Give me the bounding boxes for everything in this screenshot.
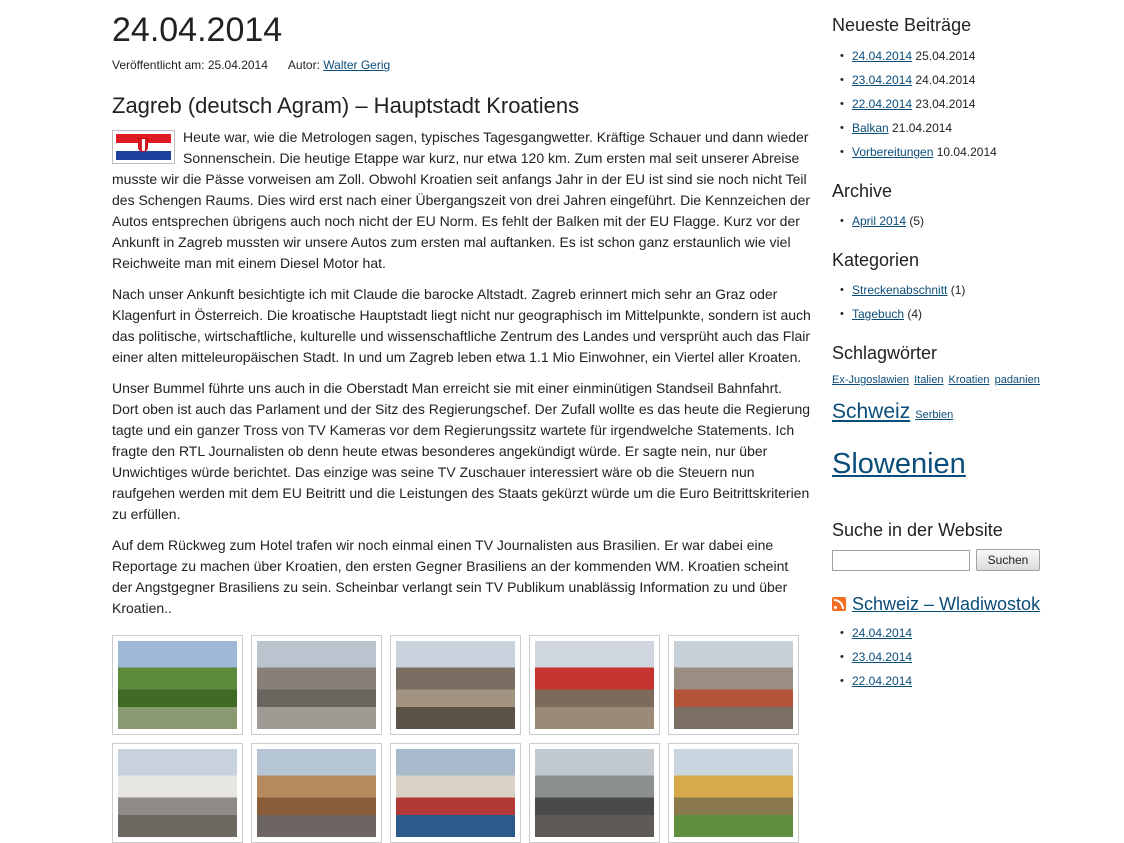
theatre-photo <box>674 749 793 837</box>
recent-posts-widget <box>832 14 1102 164</box>
rss-item <box>832 621 1102 645</box>
tag-slowenien[interactable]: Slowenien <box>832 448 966 480</box>
paragraph-3: Unser Bummel führte uns auch in die Oberstadt Man erreicht sie mit einer einminütigen Standseil Bahnfahrt. Dort oben ist auch das Parlament und der Sitz des Regierungschef. Der Zufall wollte es das heute die Regierung tagte und ein ganzer Tross von TV Kameras vor dem Regierungssitz wartete für irgendwelche Statements. Ich fragte den RTL Journalisten ob denn heute etwas besonderes angekündigt würde. Er sagte nein, nur über Unwichtiges würde berichtet. Das einzige was seine TV Zuschauer interessiert wäre ob die Steuern nun raufgehen werden mit dem EU Beitritt und die Leistungen des Staats gekürzt würde um die Euro Beitrittskriterien zu erfüllen. <box>112 380 811 522</box>
tags-widget <box>832 342 1102 487</box>
rss-icon[interactable] <box>832 597 846 611</box>
gallery-thumbnail[interactable] <box>112 635 243 735</box>
archive-count: (5) <box>909 214 925 228</box>
croatia-flag-image <box>112 130 175 164</box>
recent-post-item <box>832 116 1102 140</box>
rss-widget <box>832 593 1102 693</box>
recent-post-item <box>832 140 1102 164</box>
gallery-thumbnail[interactable] <box>251 635 382 735</box>
post-title: Zagreb (deutsch Agram) – Hauptstadt Kroatiens <box>112 93 580 118</box>
search-title: Suche in der Website <box>832 520 1003 540</box>
gallery-thumbnail[interactable] <box>529 743 660 843</box>
categories-list <box>832 278 1102 326</box>
sidebar <box>832 0 1102 693</box>
recent-post-date: 25.04.2014 <box>915 49 976 63</box>
rss-item <box>832 669 1102 693</box>
main-content <box>112 0 812 843</box>
rss-item-link[interactable]: 23.04.2014 <box>852 650 913 664</box>
st-mark-photo <box>396 749 515 837</box>
church-photo <box>118 749 237 837</box>
recent-post-date: 24.04.2014 <box>915 73 976 87</box>
recent-post-item <box>832 44 1102 68</box>
author-link[interactable]: Walter Gerig <box>323 58 391 72</box>
recent-post-link[interactable]: Vorbereitungen <box>852 145 934 159</box>
cathedral-photo <box>396 641 515 729</box>
paragraph-2: Nach unser Ankunft besichtigte ich mit Claude die barocke Altstadt. Zagreb erinnert mich sehr an Graz oder Klagenfurt in Österreich. Die kroatische Hauptstadt liegt nicht nur geographisch im Mittelpunkte, sondern ist auch das politische, wirtschaftliche, kulturelle und wissenschaftliche Zentrum des Landes und versprüht auch das Flair einer alten mitteleuropäischen Stadt. In und um Zagreb leben etwa 1.1 Mio Einwohner, ein Viertel aller Kroaten. <box>112 286 811 365</box>
rooftops-photo <box>674 641 793 729</box>
recent-post-date: 10.04.2014 <box>936 145 997 159</box>
category-count: (1) <box>950 283 966 297</box>
rss-item-link[interactable]: 24.04.2014 <box>852 626 913 640</box>
recent-post-link[interactable]: 24.04.2014 <box>852 49 913 63</box>
recent-post-date: 21.04.2014 <box>892 121 953 135</box>
post-content <box>112 127 812 619</box>
rss-item <box>832 645 1102 669</box>
archive-title: Archive <box>832 181 893 201</box>
market-photo <box>535 641 654 729</box>
recent-posts-title: Neueste Beiträge <box>832 15 972 35</box>
square-photo <box>257 641 376 729</box>
tag-schweiz[interactable]: Schweiz <box>832 400 911 423</box>
street-photo <box>257 749 376 837</box>
search-form <box>832 549 1102 571</box>
categories-title: Kategorien <box>832 250 920 270</box>
photo-gallery <box>112 635 812 843</box>
park-photo <box>118 641 237 729</box>
gallery-thumbnail[interactable] <box>668 743 799 843</box>
rss-item-link[interactable]: 22.04.2014 <box>852 674 913 688</box>
recent-post-link[interactable]: Balkan <box>852 121 889 135</box>
recent-post-link[interactable]: 22.04.2014 <box>852 97 913 111</box>
tag-kroatien[interactable]: Kroatien <box>948 374 990 386</box>
gallery-thumbnail[interactable] <box>390 743 521 843</box>
category-item <box>832 302 1102 326</box>
archive-link[interactable]: April 2014 <box>852 214 907 228</box>
tag-ex-jugoslawien[interactable]: Ex-Jugoslawien <box>832 374 910 386</box>
published-date: 25.04.2014 <box>207 58 268 72</box>
category-item <box>832 278 1102 302</box>
categories-widget <box>832 249 1102 326</box>
archive-list <box>832 209 1102 233</box>
published-label: Veröffentlicht am: <box>112 58 205 72</box>
tag-serbien[interactable]: Serbien <box>915 409 954 421</box>
gallery-thumbnail[interactable] <box>251 743 382 843</box>
archive-item <box>832 209 1102 233</box>
archive-widget <box>832 180 1102 233</box>
search-widget <box>832 519 1102 571</box>
tag-italien[interactable]: Italien <box>914 374 944 386</box>
author-label: Autor: <box>287 58 320 72</box>
post-date-title: 24.04.2014 <box>112 11 283 49</box>
gallery-thumbnail[interactable] <box>529 635 660 735</box>
recent-post-link[interactable]: 23.04.2014 <box>852 73 913 87</box>
gallery-thumbnail[interactable] <box>668 635 799 735</box>
recent-posts-list <box>832 44 1102 164</box>
search-input[interactable] <box>832 550 970 571</box>
rss-feed-link[interactable]: Schweiz – Wladiwostok <box>852 594 1041 614</box>
search-button[interactable]: Suchen <box>976 549 1040 571</box>
gallery-thumbnail[interactable] <box>390 635 521 735</box>
paragraph-1: Heute war, wie die Metrologen sagen, typisches Tagesgangwetter. Kräftige Schauer und dann wieder Sonnenschein. Die heutige Etappe war kurz, nur etwa 120 km. Zum ersten mal seit unserer Abreise musste wir die Pässe vorweisen am Zoll. Obwohl Kroatien seit anfangs Jahr in der EU ist sind sie noch nicht Teil des Schengen Raums. Dies wird erst nach einer Übergangszeit von drei Jahren eingeführt. Die Kennzeichen der Autos entsprechen übrigens auch noch nicht der EU Norm. Es fehlt der Balken mit der EU Flagge. Kurz vor der Ankunft in Zagreb mussten wir unsere Autos zum ersten mal auftanken. Es ist schon ganz erstaunlich wie viel Reichweite man mit einem Diesel Motor hat. <box>112 129 811 271</box>
post-meta <box>112 58 812 74</box>
category-count: (4) <box>907 307 923 321</box>
recent-post-item <box>832 92 1102 116</box>
recent-post-item <box>832 68 1102 92</box>
category-link[interactable]: Tagebuch <box>852 307 905 321</box>
category-link[interactable]: Streckenabschnitt <box>852 283 948 297</box>
tag-cloud <box>832 372 1102 487</box>
tags-title: Schlagwörter <box>832 343 938 363</box>
paragraph-4: Auf dem Rückweg zum Hotel trafen wir noch einmal einen TV Journalisten aus Brasilien. Er war dabei eine Reportage zu machen über Kroatien, den ersten Gegner Brasiliens an der kommenden WM. Kroatien scheint der Angstgegner Brasiliens zu sein. Scheinbar verlangt sein TV Publikum unablässig Information zu und über Kroatien.. <box>112 537 789 616</box>
tv-crew-photo <box>535 749 654 837</box>
rss-items-list <box>832 621 1102 693</box>
recent-post-date: 23.04.2014 <box>915 97 976 111</box>
gallery-thumbnail[interactable] <box>112 743 243 843</box>
tag-padanien[interactable]: padanien <box>994 374 1040 386</box>
